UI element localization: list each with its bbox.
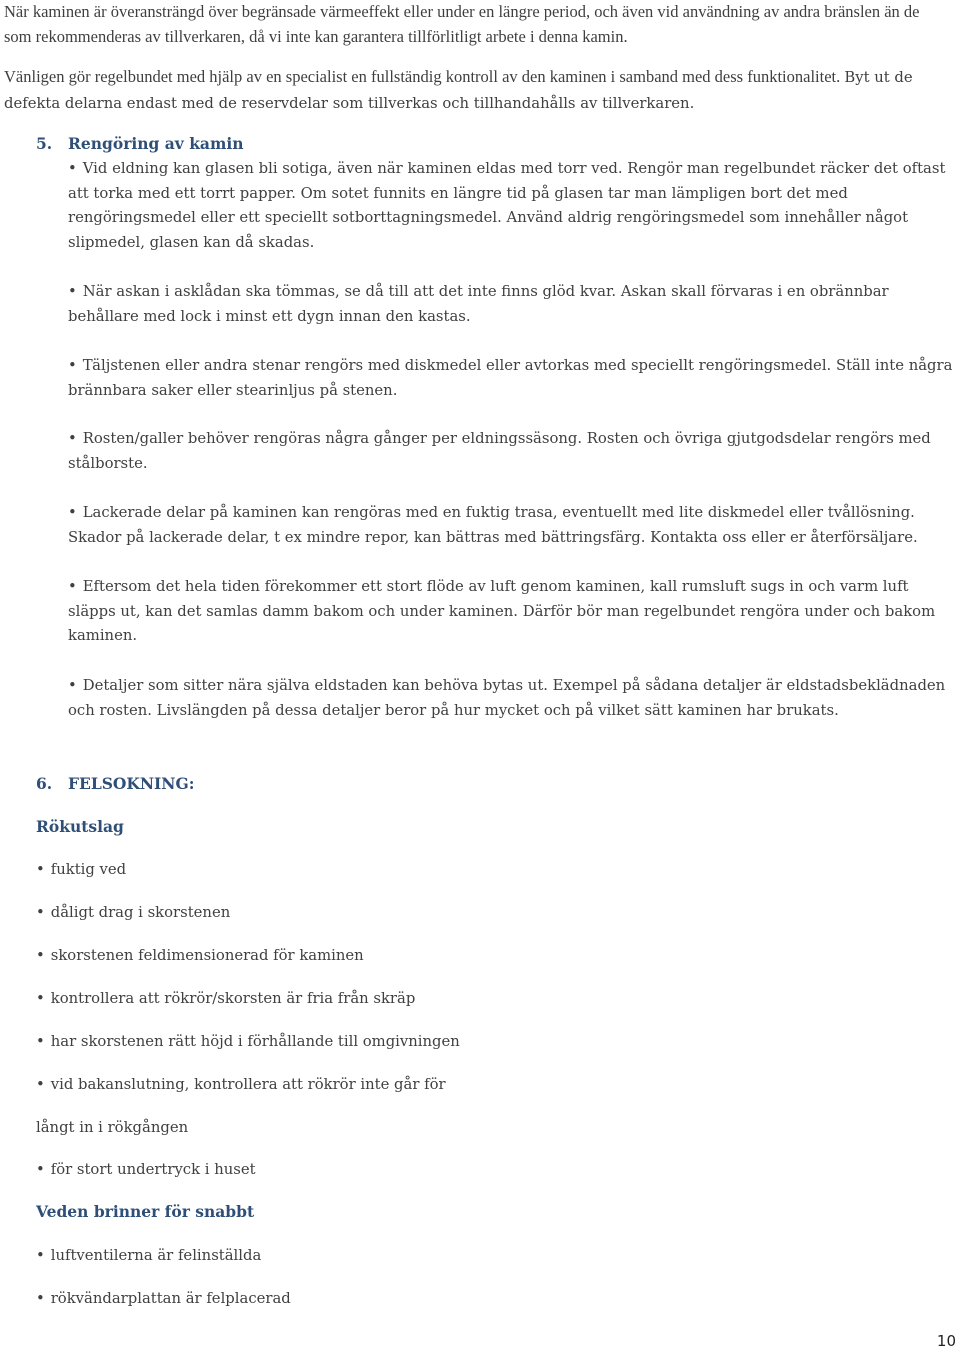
list-item: • När askan i asklådan ska tömmas, se då till att det inte finns glöd kvar. Askan skall förvaras i en obrännbar behållare med lock i minst ett dygn innan den kastas. [68, 280, 958, 329]
list-item: • Lackerade delar på kaminen kan rengöras med en fuktig trasa, eventuellt med lite diskmedel eller tvållösning. Skador på lackerade delar, t ex mindre repor, kan bättras med bättringsfärg. Kontakta oss eller er återförsäljare. [68, 501, 958, 550]
section-6-title: FELSOKNING: [68, 774, 195, 793]
subheading-veden: Veden brinner för snabbt [36, 1202, 255, 1221]
section-5-title: Rengöring av kamin [68, 134, 244, 153]
list-item: • har skorstenen rätt höjd i förhållande till omgivningen [36, 1030, 460, 1054]
list-item: • Täljstenen eller andra stenar rengörs med diskmedel eller avtorkas med speciellt rengöringsmedel. Ställ inte några brännbara saker eller stearinljus på stenen. [68, 354, 958, 403]
list-item: • dåligt drag i skorstenen [36, 901, 230, 925]
list-item: • Vid eldning kan glasen bli sotiga, även när kaminen eldas med torr ved. Rengör man regelbundet räcker det oftast att torka med ett torrt papper. Om sotet funnits en längre tid på glasen tar man lämpligen bort det med rengöringsmedel eller ett speciellt sotborttagningsmedel. Använd aldrig rengöringsmedel som innehåller något slipmedel, glasen kan då skadas. [68, 157, 958, 255]
list-item: • för stort undertryck i huset [36, 1158, 256, 1182]
list-item: • fuktig ved [36, 858, 126, 882]
intro-paragraph-2 [4, 65, 944, 116]
intro-paragraph-2b: Byt ut de defekta delarna endast med de reservdelar som tillverkas och tillhandahålls av tillverkaren. [4, 69, 913, 112]
section-5-number: 5. [36, 134, 53, 153]
list-item: • Detaljer som sitter nära själva eldstaden kan behöva bytas ut. Exempel på sådana detaljer är eldstadsbeklädnaden och rosten. Livslängden på dessa detaljer beror på hur mycket och på vilket sätt kaminen har brukats. [68, 674, 958, 723]
subheading-rokutslag: Rökutslag [36, 817, 124, 836]
list-item-continuation: långt in i rökgången [36, 1119, 189, 1136]
list-item: • Eftersom det hela tiden förekommer ett stort flöde av luft genom kaminen, kall rumsluft sugs in och varm luft släpps ut, kan det samlas damm bakom och under kaminen. Därför bör man regelbundet rengöra under och bakom kaminen. [68, 575, 958, 649]
list-item: • skorstenen feldimensionerad för kaminen [36, 944, 364, 968]
page-number: 10 [936, 1332, 956, 1350]
intro-paragraph-2a: Vänligen gör regelbundet med hjälp av en specialist en fullständig kontroll av den kaminen i samband med dess funktionalitet. [4, 67, 841, 86]
section-6-number: 6. [36, 774, 53, 793]
list-item: • rökvändarplattan är felplacerad [36, 1287, 291, 1311]
intro-paragraph-1: När kaminen är överansträngd över begränsade värmeeffekt eller under en längre period, och även vid användning av andra bränslen än de som rekommenderas av tillverkaren, då vi inte kan garantera tillförlitligt arbete i denna kamin. [4, 2, 920, 46]
list-item: • kontrollera att rökrör/skorsten är fria från skräp [36, 987, 415, 1011]
list-item: • Rosten/galler behöver rengöras några gånger per eldningssäsong. Rosten och övriga gjutgodsdelar rengörs med stålborste. [68, 427, 958, 476]
list-item: • luftventilerna är felinställda [36, 1244, 261, 1268]
list-item: • vid bakanslutning, kontrollera att rökrör inte går för [36, 1073, 446, 1097]
